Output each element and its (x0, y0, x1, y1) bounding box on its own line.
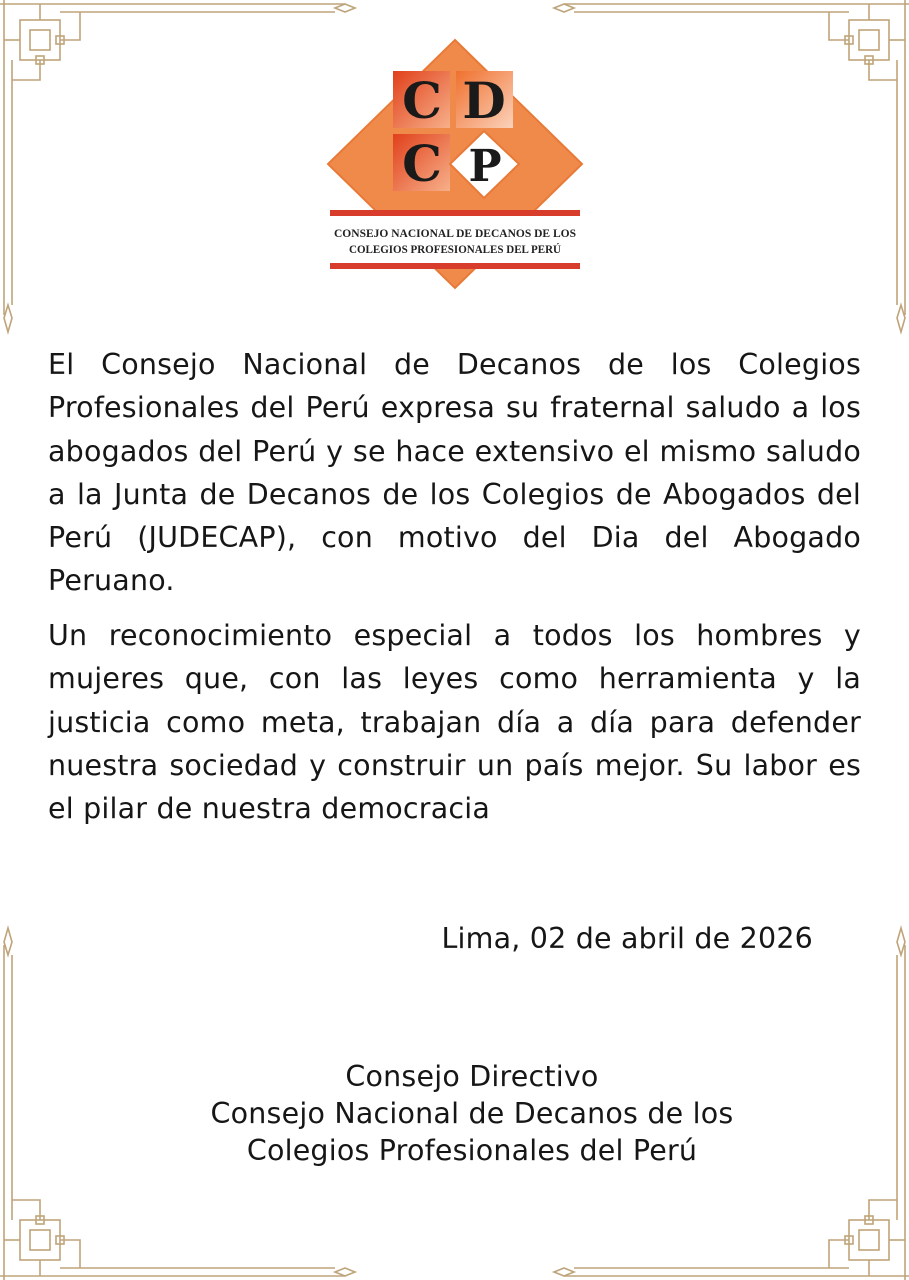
logo-stripe-bottom (330, 263, 580, 269)
logo-stripe-top (330, 210, 580, 216)
logo-banner-line2: COLEGIOS PROFESIONALES DEL PERÚ (349, 242, 562, 256)
date-line: Lima, 02 de abril de 2026 (441, 922, 813, 955)
body-paragraph-2: Un reconocimiento especial a todos los hombres y mujeres que, con las leyes como herramienta y la justicia como meta, trabajan día a día para defender nuestra sociedad y construir un país mejor. Su labor es el pilar de nuestra democracia (48, 619, 861, 826)
cdcp-logo (324, 38, 586, 290)
signature-line-2: Consejo Nacional de Decanos de los (210, 1097, 734, 1130)
signature-line-3: Colegios Profesionales del Perú (246, 1134, 698, 1167)
logo-letter-c1: C (402, 71, 442, 130)
logo-banner-line1: CONSEJO NACIONAL DE DECANOS DE LOS (334, 226, 577, 240)
corner-ornament-top-right (554, 0, 909, 332)
logo-letter-d: D (462, 71, 506, 130)
logo-letter-c2: C (402, 134, 442, 193)
body-paragraph-1: El Consejo Nacional de Decanos de los Colegios Profesionales del Perú expresa su fraternal saludo a los abogados del Perú y se hace extensivo el mismo saludo a la Junta de Decanos de los Colegios de Abogados del Perú (JUDECAP), con motivo del Dia del Abogado Peruano. (48, 348, 861, 598)
corner-ornament-top-left (0, 0, 355, 332)
signature-line-1: Consejo Directivo (345, 1060, 599, 1093)
signature-block (0, 1058, 909, 1169)
logo-letter-p: P (468, 141, 502, 192)
